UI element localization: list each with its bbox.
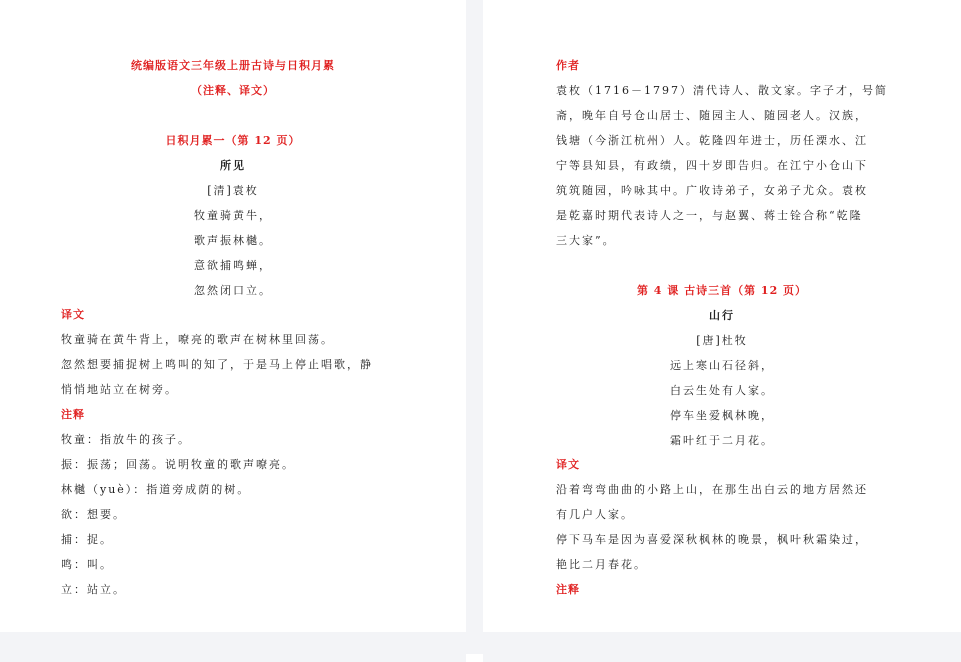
document-title: 统编版语文三年级上册古诗与日积月累 [131, 59, 335, 72]
poem-author: [清]袁枚 [207, 184, 259, 197]
author-bio-line: 钱塘（今浙江杭州）人。乾隆四年进士，历任溧水、江 [556, 134, 868, 147]
translation-line: 牧童骑在黄牛背上，嘹亮的歌声在树林里回荡。 [61, 333, 334, 346]
author-bio-line: 宁等县知县，有政绩，四十岁即告归。在江宁小仓山下 [556, 159, 868, 172]
author-heading: 作者 [556, 59, 580, 72]
poem-author: [唐]杜牧 [696, 334, 748, 347]
translation-heading: 译文 [556, 458, 580, 471]
poem-title: 山行 [709, 309, 735, 322]
translation-line: 悄悄地站立在树旁。 [61, 383, 178, 396]
note-line: 欲：想要。 [61, 508, 126, 521]
poem-line: 远上寒山石径斜， [670, 359, 774, 372]
note-line: 林樾（yuè）：指道旁成荫的树。 [61, 483, 251, 496]
note-line: 捕：捉。 [61, 533, 113, 546]
notes-heading: 注释 [556, 583, 580, 596]
poem-line: 霜叶红于二月花。 [670, 434, 774, 447]
poem-title: 所见 [220, 159, 246, 172]
note-line: 鸣：叫。 [61, 558, 113, 571]
translation-line: 沿着弯弯曲曲的小路上山，在那生出白云的地方居然还 [556, 483, 868, 496]
document-page-right [483, 0, 961, 632]
translation-line: 艳比二月春花。 [556, 558, 647, 571]
translation-heading: 译文 [61, 308, 85, 321]
poem-line: 忽然闭口立。 [194, 284, 272, 297]
section-title: 第 4 课 古诗三首（第 12 页） [636, 284, 808, 297]
note-line: 牧童：指放牛的孩子。 [61, 433, 191, 446]
translation-line: 有几户人家。 [556, 508, 634, 521]
poem-line: 牧童骑黄牛， [194, 209, 272, 222]
note-line: 立：站立。 [61, 583, 126, 596]
document-subtitle: （注释、译文） [191, 84, 275, 97]
author-bio-line: 斋，晚年自号仓山居士、随园主人、随园老人。汉族， [556, 109, 868, 122]
section-title: 日积月累一（第 12 页） [165, 134, 301, 147]
author-bio-line: 袁枚（1716－1797）清代诗人、散文家。字子才，号简 [556, 84, 888, 97]
poem-line: 白云生处有人家。 [670, 384, 774, 397]
note-line: 振：振荡；回荡。说明牧童的歌声嘹亮。 [61, 458, 295, 471]
poem-line: 歌声振林樾。 [194, 234, 272, 247]
author-bio-line: 三大家”。 [556, 234, 616, 247]
translation-line: 停下马车是因为喜爱深秋枫林的晚景，枫叶秋霜染过， [556, 533, 868, 546]
poem-line: 意欲捕鸣蝉， [194, 259, 272, 272]
notes-heading: 注释 [61, 408, 85, 421]
translation-line: 忽然想要捕捉树上鸣叫的知了，于是马上停止唱歌，静 [61, 358, 373, 371]
document-page-left [0, 0, 466, 632]
document-page-next [466, 654, 483, 662]
author-bio-line: 是乾嘉时期代表诗人之一，与赵翼、蒋士铨合称“乾隆 [556, 209, 863, 222]
poem-line: 停车坐爱枫林晚， [670, 409, 774, 422]
author-bio-line: 筑筑随园，吟咏其中。广收诗弟子，女弟子尤众。袁枚 [556, 184, 868, 197]
